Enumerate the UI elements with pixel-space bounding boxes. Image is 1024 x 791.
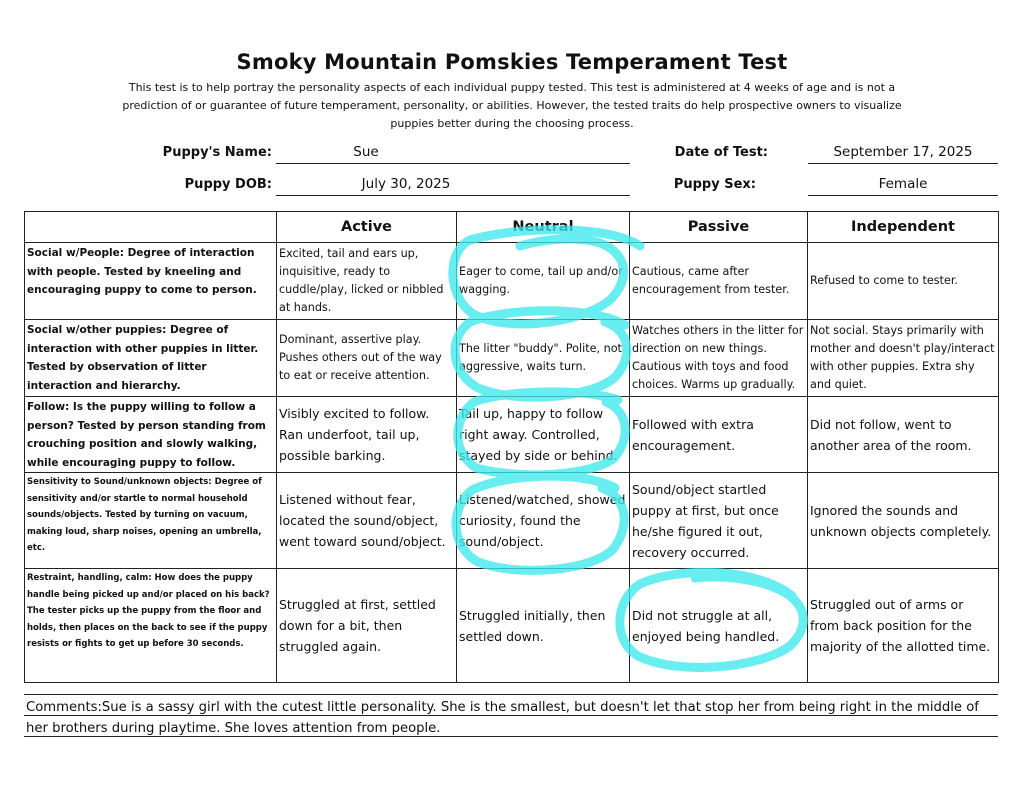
criterion-cell: Social w/other puppies: Degree of interaction with other puppies in litter. Tested by observation of litter interaction and hierarchy. <box>25 320 277 397</box>
column-header-passive: Passive <box>630 212 808 243</box>
column-header-independent: Independent <box>808 212 999 243</box>
table-header-row <box>25 212 999 243</box>
puppy-dob-underline <box>276 195 630 196</box>
passive-cell: Sound/object startled puppy at first, but once he/she figured it out, recovery occurred. <box>630 473 808 569</box>
neutral-cell: Tail up, happy to follow right away. Controlled, stayed by side or behind. <box>457 397 630 473</box>
table-row-restraint <box>25 569 999 683</box>
active-cell: Listened without fear, located the sound/object, went toward sound/object. <box>277 473 457 569</box>
independent-cell: Refused to come to tester. <box>808 243 999 320</box>
puppy-dob-value: July 30, 2025 <box>361 176 451 192</box>
active-cell: Dominant, assertive play. Pushes others out of the way to eat or receive attention. <box>277 320 457 397</box>
active-cell: Excited, tail and ears up, inquisitive, ready to cuddle/play, licked or nibbled at hands. <box>277 243 457 320</box>
independent-cell: Ignored the sounds and unknown objects completely. <box>808 473 999 569</box>
table-row-follow <box>25 397 999 473</box>
temperament-table <box>24 211 999 683</box>
column-header-neutral: Neutral <box>457 212 630 243</box>
neutral-cell: Eager to come, tail up and/or wagging. <box>457 243 630 320</box>
independent-cell: Struggled out of arms or from back position for the majority of the allotted time. <box>808 569 999 683</box>
puppy-name-underline <box>276 163 630 164</box>
column-header-active: Active <box>277 212 457 243</box>
neutral-cell: Struggled initially, then settled down. <box>457 569 630 683</box>
puppy-dob-label: Puppy DOB: <box>184 177 272 192</box>
intro-text: This test is to help portray the personality aspects of each individual puppy tested. This test is administered at 4 weeks of age and is not a prediction of or guarantee of future temperament, personality, or abilities. However, the tested traits do help prospective owners to visualize puppies better during the choosing process. <box>122 81 902 130</box>
passive-cell: Did not struggle at all, enjoyed being handled. <box>630 569 808 683</box>
comments-middle-line <box>24 715 998 716</box>
puppy-sex-underline <box>808 195 998 196</box>
table-row-social-people <box>25 243 999 320</box>
comments-top-line <box>24 694 998 695</box>
independent-cell: Did not follow, went to another area of the room. <box>808 397 999 473</box>
active-cell: Struggled at first, settled down for a bit, then struggled again. <box>277 569 457 683</box>
passive-cell: Watches others in the litter for direction on new things. Cautious with toys and food choices. Warms up gradually. <box>630 320 808 397</box>
neutral-cell: The litter "buddy". Polite, not aggressive, waits turn. <box>457 320 630 397</box>
comments-text: Comments:Sue is a sassy girl with the cutest little personality. She is the smallest, but doesn't let that stop her from being right in the middle of her brothers during playtime. She loves attention from people. <box>26 700 979 736</box>
active-cell: Visibly excited to follow. Ran underfoot, tail up, possible barking. <box>277 397 457 473</box>
date-of-test-underline <box>808 163 998 164</box>
criterion-cell: Social w/People: Degree of interaction with people. Tested by kneeling and encouraging puppy to come to person. <box>25 243 277 320</box>
puppy-name-label: Puppy's Name: <box>162 145 272 160</box>
table-row-sensitivity <box>25 473 999 569</box>
page-title: Smoky Mountain Pomskies Temperament Test <box>236 50 788 74</box>
independent-cell: Not social. Stays primarily with mother and doesn't play/interact with other puppies. Extra shy and quiet. <box>808 320 999 397</box>
date-of-test-label: Date of Test: <box>674 145 768 160</box>
criterion-cell: Restraint, handling, calm: How does the puppy handle being picked up and/or placed on his back? The tester picks up the puppy from the floor and holds, then places on the back to see if the puppy resists or fights to get up before 30 seconds. <box>25 569 277 683</box>
passive-cell: Cautious, came after encouragement from tester. <box>630 243 808 320</box>
criteria-header <box>25 212 277 243</box>
table-row-social-puppies <box>25 320 999 397</box>
comments-bottom-line <box>24 736 998 737</box>
passive-cell: Followed with extra encouragement. <box>630 397 808 473</box>
date-of-test-value: September 17, 2025 <box>833 144 973 160</box>
neutral-cell: Listened/watched, showed curiosity, found the sound/object. <box>457 473 630 569</box>
criterion-cell: Sensitivity to Sound/unknown objects: Degree of sensitivity and/or startle to normal household sounds/objects. Tested by turning on vacuum, making loud, sharp noises, opening an umbrella, etc. <box>25 473 277 569</box>
puppy-name-value: Sue <box>353 144 379 160</box>
puppy-sex-value: Female <box>878 176 928 192</box>
criterion-cell: Follow: Is the puppy willing to follow a person? Tested by person standing from crouching position and slowly walking, while encouraging puppy to follow. <box>25 397 277 473</box>
puppy-sex-label: Puppy Sex: <box>673 177 756 192</box>
